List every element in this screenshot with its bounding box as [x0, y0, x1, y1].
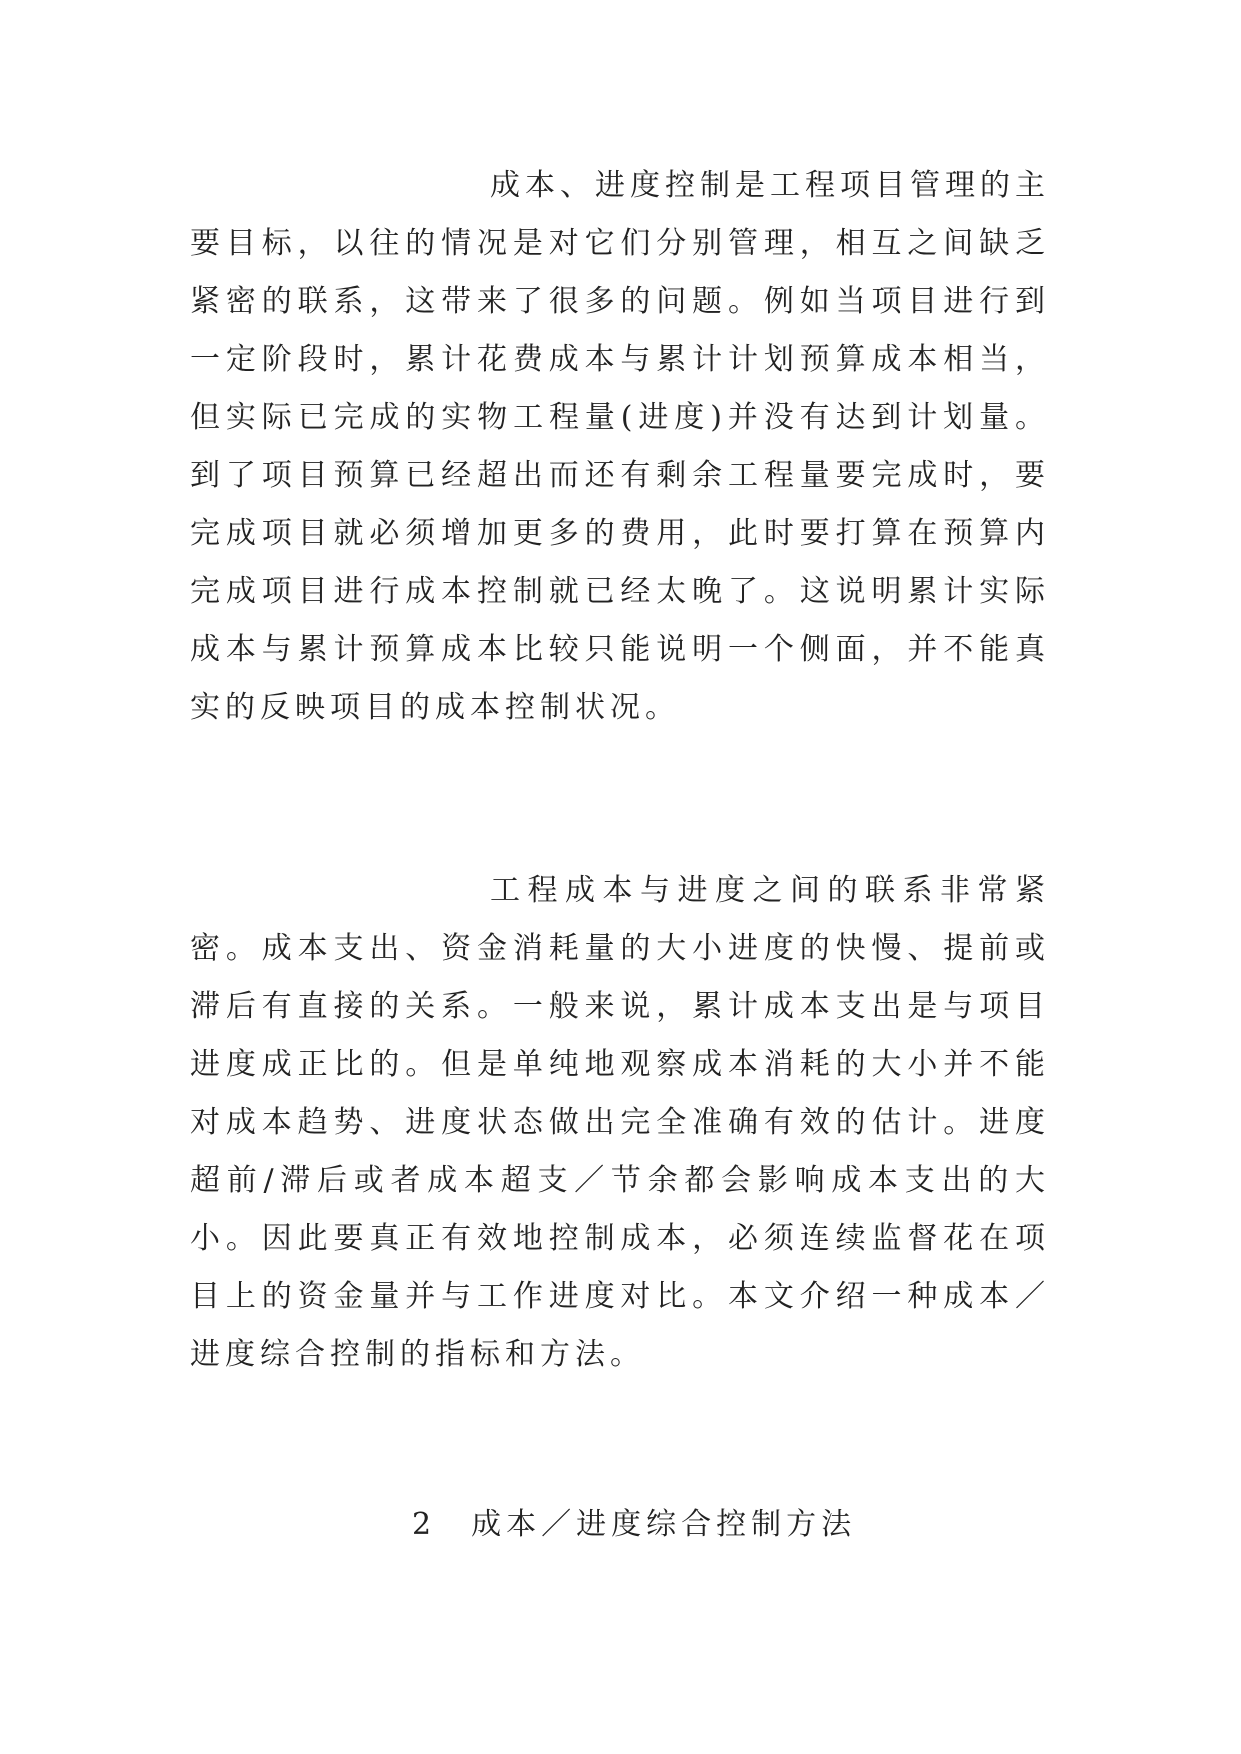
paragraph-cost-schedule-control: 成本、进度控制是工程项目管理的主要目标，以往的情况是对它们分别管理，相互之间缺乏紧密的联系，这带来了很多的问题。例如当项目进行到一定阶段时，累计花费成本与累计计划预算成本相当，但实际已完成的实物工程量(进度)并没有达到计划量。到了项目预算已经超出而还有剩余工程量要完成时，要完成项目就必须增加更多的费用，此时要打算在预算内完成项目进行成本控制就已经太晚了。这说明累计实际成本与累计预算成本比较只能说明一个侧面，并不能真实的反映项目的成本控制状况。: [190, 168, 1050, 725]
paragraph-cost-schedule-relationship: 工程成本与进度之间的联系非常紧密。成本支出、资金消耗量的大小进度的快慢、提前或滞后有直接的关系。一般来说，累计成本支出是与项目进度成正比的。但是单纯地观察成本消耗的大小并不能对成本趋势、进度状态做出完全准确有效的估计。进度超前/滞后或者成本超支／节余都会影响成本支出的大小。因此要真正有效地控制成本，必须连续监督花在项目上的资金量并与工作进度对比。本文介绍一种成本／进度综合控制的指标和方法。: [190, 873, 1050, 1372]
section-heading: 2 成本／进度综合控制方法: [412, 1507, 857, 1542]
